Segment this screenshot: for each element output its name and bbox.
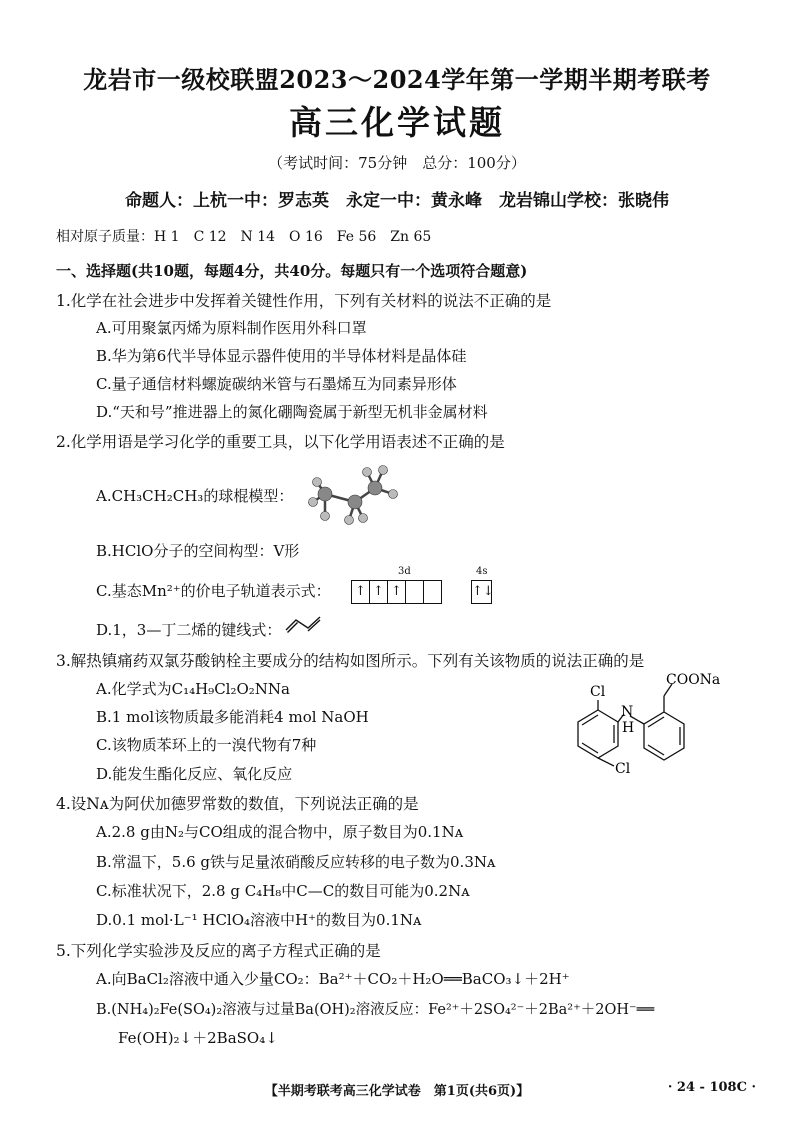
question-stem: 5.下列化学实验涉及反应的离子方程式正确的是 (56, 942, 381, 960)
ball-stick-model-figure (305, 458, 405, 536)
orbital-label-3d: 3d (398, 566, 411, 577)
orbital-box: ↑ (387, 580, 406, 604)
exam-authors: 命题人：上杭一中：罗志英 永定一中：黄永峰 龙岩锦山学校：张晓伟 (125, 191, 669, 211)
section-title: 一、选择题(共10题，每题4分，共40分。每题只有一个选项符合题意) (56, 262, 528, 280)
question-option: A.向BaCl₂溶液中通入少量CO₂：Ba²⁺＋CO₂＋H₂O══BaCO₃↓＋2H⁺ (96, 970, 570, 988)
exam-title-subject: 高三化学试题 (289, 103, 505, 142)
exam-info: （考试时间：75分钟 总分：100分） (268, 154, 526, 172)
cl-bottom-label: Cl (615, 761, 631, 777)
question-stem: 1.化学在社会进步中发挥着关键性作用，下列有关材料的说法不正确的是 (56, 292, 552, 310)
question-option: A.化学式为C₁₄H₉Cl₂O₂NNa (96, 680, 290, 698)
question-option: C.该物质苯环上的一溴代物有7种 (96, 736, 317, 754)
question-option: A.CH₃CH₂CH₃的球棍模型： (96, 487, 294, 505)
exam-title-line1: 龙岩市一级校联盟2023～2024学年第一学期半期考联考 (83, 65, 711, 94)
orbital-box: ↑ (369, 580, 388, 604)
page-footer: 【半期考联考高三化学试卷 第1页(共6页)】 (264, 1084, 530, 1099)
nh-n-label: N (621, 704, 634, 720)
question-option: A.2.8 g由N₂与CO组成的混合物中，原子数目为0.1Nᴀ (96, 823, 464, 841)
question-option: C.基态Mn²⁺的价电子轨道表示式： (96, 582, 331, 600)
paper-code: · 24 - 108C · (667, 1080, 756, 1095)
coona-label: COONa (666, 672, 721, 688)
orbital-box (405, 580, 424, 604)
atomic-masses: 相对原子质量：H 1 C 12 N 14 O 16 Fe 56 Zn 65 (56, 229, 432, 245)
orbital-4s-boxes (472, 580, 492, 602)
question-option: B.华为第6代半导体显示器件使用的半导体材料是晶体硅 (96, 347, 467, 365)
question-stem: 2.化学用语是学习化学的重要工具，以下化学用语表述不正确的是 (56, 433, 505, 451)
question-option: D.能发生酯化反应、氧化反应 (96, 765, 293, 783)
question-option: B.常温下，5.6 g铁与足量浓硝酸反应转移的电子数为0.3Nᴀ (96, 853, 496, 871)
question-option: A.可用聚氯丙烯为原料制作医用外科口罩 (96, 319, 367, 337)
question-option: B.HClO分子的空间构型：V形 (96, 542, 300, 560)
butadiene-skeletal-formula (284, 614, 324, 634)
question-option: C.量子通信材料螺旋碳纳米管与石墨烯互为同素异形体 (96, 375, 457, 393)
question-option: C.标准状况下，2.8 g C₄H₈中C—C的数目可能为0.2Nᴀ (96, 882, 470, 900)
orbital-label-4s: 4s (476, 566, 488, 577)
question-option: D.0.1 mol·L⁻¹ HClO₄溶液中H⁺的数目为0.1Nᴀ (96, 911, 422, 929)
cl-top-label: Cl (590, 684, 606, 700)
question-option: B.1 mol该物质最多能消耗4 mol NaOH (96, 708, 369, 726)
orbital-box: ↑↓ (471, 580, 492, 604)
question-option-continuation: Fe(OH)₂↓＋2BaSO₄↓ (118, 1029, 278, 1047)
question-option: B.(NH₄)₂Fe(SO₄)₂溶液与过量Ba(OH)₂溶液反应：Fe²⁺＋2SO₄²⁻＋2Ba²⁺＋2OH⁻══ (96, 1002, 655, 1018)
orbital-box: ↑ (351, 580, 370, 604)
question-option: D.1，3—丁二烯的键线式： (96, 621, 282, 639)
orbital-3d-boxes (352, 580, 442, 602)
question-stem: 4.设Nᴀ为阿伏加德罗常数的数值，下列说法正确的是 (56, 795, 419, 813)
question-stem: 3.解热镇痛药双氯芬酸钠栓主要成分的结构如图所示。下列有关该物质的说法正确的是 (56, 652, 645, 670)
question-option: D.“天和号”推进器上的氮化硼陶瓷属于新型无机非金属材料 (96, 403, 488, 421)
diclofenac-structure-figure (560, 672, 760, 782)
orbital-box (423, 580, 442, 604)
nh-h-label: H (622, 720, 635, 736)
